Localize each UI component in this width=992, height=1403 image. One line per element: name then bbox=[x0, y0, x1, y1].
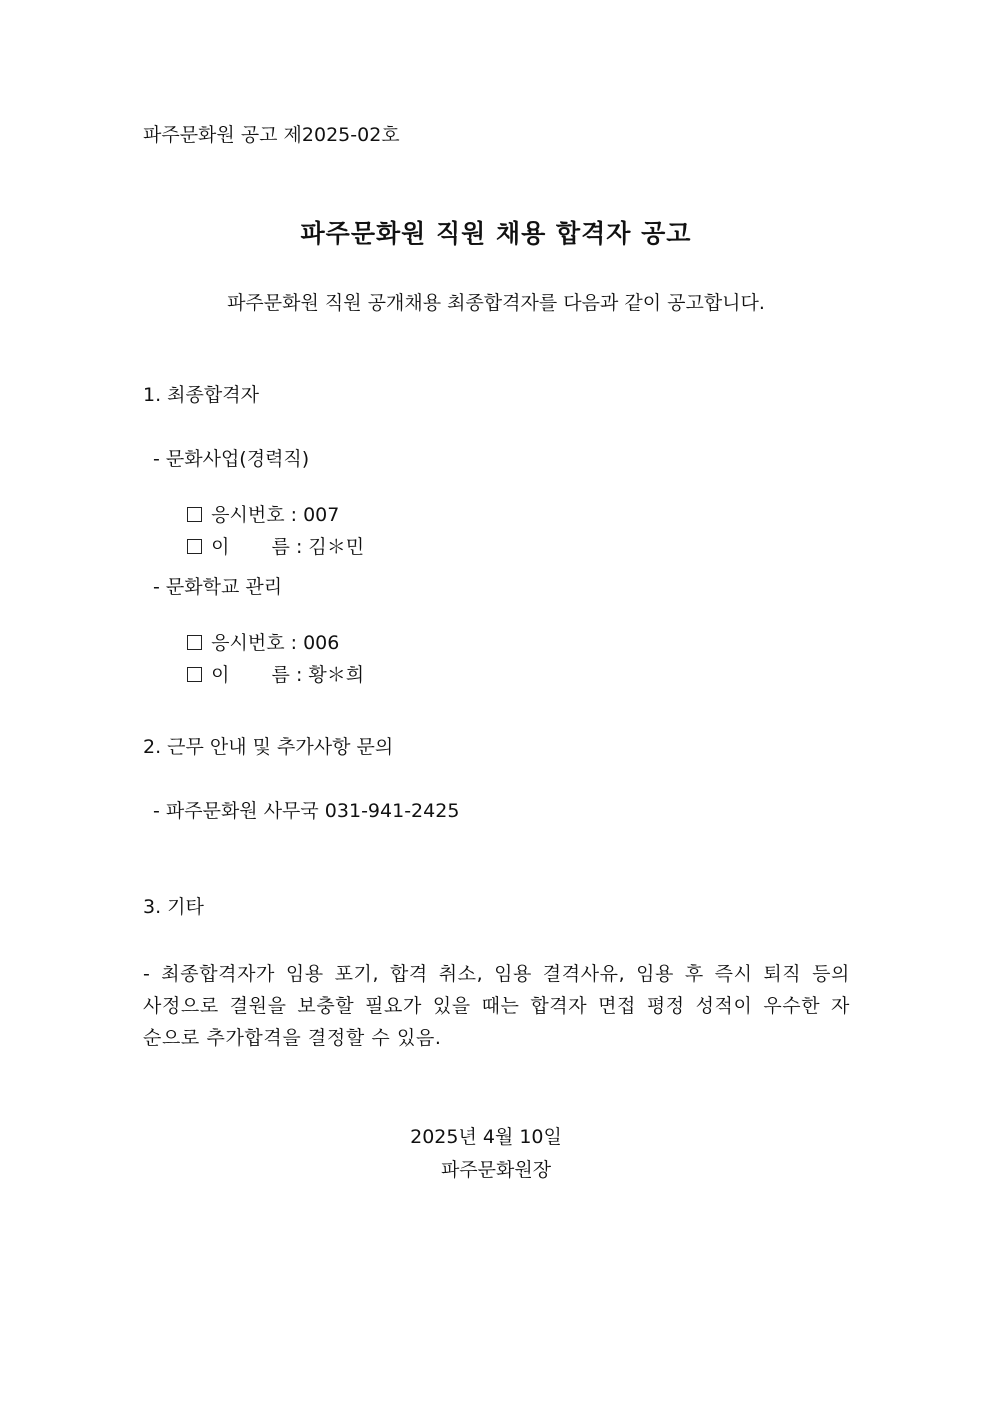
name-label-second: 름 bbox=[271, 664, 290, 686]
notice-number: 파주문화원 공고 제2025-02호 bbox=[143, 124, 400, 146]
page-title: 파주문화원 직원 채용 합격자 공고 bbox=[300, 219, 692, 248]
name-value: : 김＊민 bbox=[295, 536, 365, 558]
exam-number-text: 응시번호 : 006 bbox=[211, 632, 340, 654]
checkbox-icon bbox=[187, 539, 202, 554]
intro-text: 파주문화원 직원 공개채용 최종합격자를 다음과 같이 공고합니다. bbox=[227, 292, 765, 314]
signer: 파주문화원장 bbox=[440, 1159, 552, 1181]
section-3-body: - 최종합격자가 임용 포기, 합격 취소, 임용 결격사유, 임용 후 즉시 퇴직 등의 사정으로 결원을 보충할 필요가 있을 때는 합격자 면접 평정 성적이 우수한 자 순으로 추가합격을 결정할 수 있음. bbox=[143, 963, 850, 1049]
exam-number-text: 응시번호 : 007 bbox=[211, 504, 340, 526]
section-3-heading: 3. 기타 bbox=[143, 896, 204, 918]
group-1-row-name bbox=[163, 511, 364, 583]
name-label-first: 이 bbox=[211, 664, 230, 686]
notice-date: 2025년 4월 10일 bbox=[410, 1126, 562, 1148]
section-1-heading: 1. 최종합격자 bbox=[143, 384, 259, 406]
name-value: : 황＊희 bbox=[295, 664, 365, 686]
name-label-second: 름 bbox=[271, 536, 290, 558]
name-label-first: 이 bbox=[211, 536, 230, 558]
contact-info: - 파주문화원 사무국 031-941-2425 bbox=[153, 800, 460, 822]
group-2-row-name bbox=[163, 639, 364, 711]
group-2-label: - 문화학교 관리 bbox=[153, 576, 283, 598]
checkbox-icon bbox=[187, 667, 202, 682]
section-2-heading: 2. 근무 안내 및 추가사항 문의 bbox=[143, 736, 394, 758]
group-1-label: - 문화사업(경력직) bbox=[153, 448, 310, 470]
